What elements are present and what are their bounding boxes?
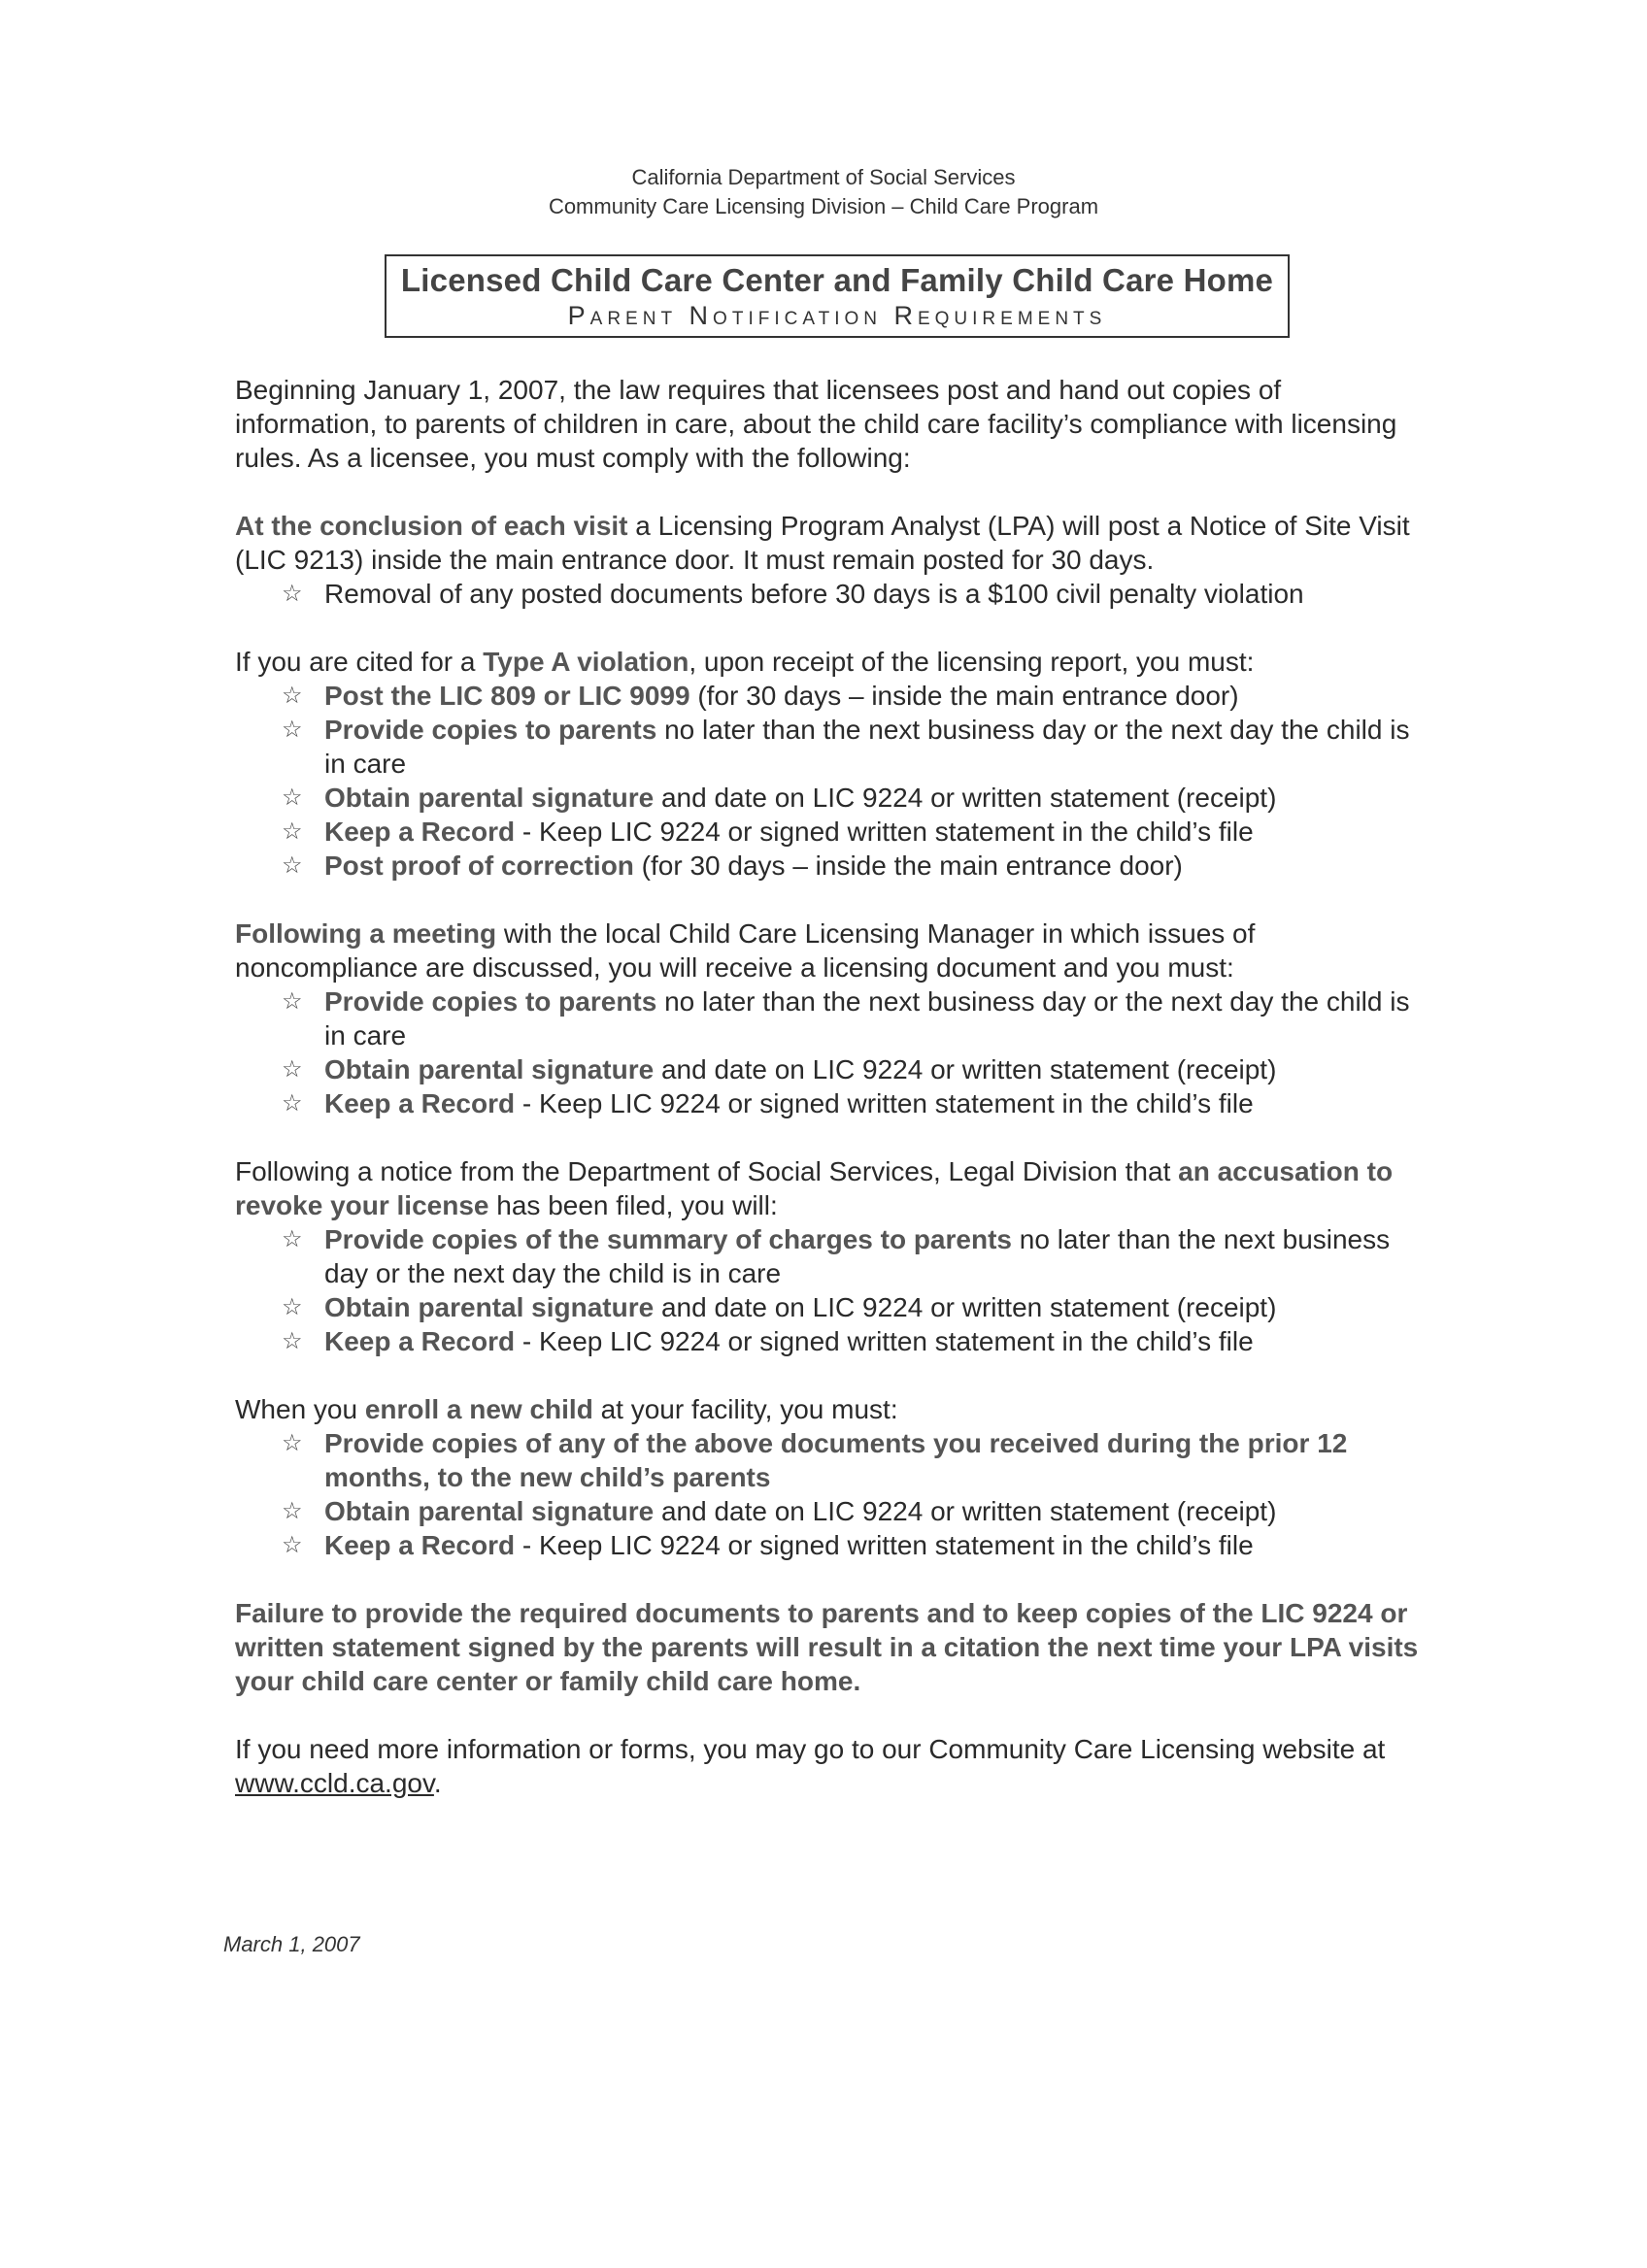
list-item-bold: Post the LIC 809 or LIC 9099 bbox=[324, 681, 690, 711]
more-info-tail: . bbox=[433, 1768, 442, 1798]
accusation-lead-bold: an accusation to revoke your license bbox=[235, 1156, 1394, 1220]
list-item bbox=[282, 1324, 1420, 1358]
star-bullet-icon: ☆ bbox=[282, 1294, 303, 1320]
star-bullet-icon: ☆ bbox=[282, 988, 303, 1015]
list-item bbox=[282, 1426, 1420, 1494]
section-type-a bbox=[235, 645, 1420, 883]
section-enroll bbox=[235, 1392, 1420, 1562]
list-item-bold: Provide copies to parents bbox=[324, 986, 657, 1017]
agency-line-1: California Department of Social Services bbox=[631, 165, 1016, 189]
website-link[interactable]: www.ccld.ca.gov bbox=[235, 1768, 434, 1798]
document-body bbox=[235, 373, 1420, 1834]
enroll-lead-pre: When you bbox=[235, 1394, 365, 1424]
star-bullet-icon: ☆ bbox=[282, 1090, 303, 1117]
list-item-text: - Keep LIC 9224 or signed written statement in the child’s file bbox=[515, 1530, 1254, 1560]
list-item bbox=[282, 815, 1420, 849]
list-item bbox=[282, 679, 1420, 713]
intro-paragraph: Beginning January 1, 2007, the law requires that licensees post and hand out copies of information, to parents of children in care, about the child care facility’s compliance with licensing rules. As a licensee, you must comply with the following: bbox=[235, 375, 1397, 473]
star-bullet-icon: ☆ bbox=[282, 1498, 303, 1524]
star-bullet-icon: ☆ bbox=[282, 818, 303, 845]
document-date: March 1, 2007 bbox=[223, 1932, 360, 1956]
agency-header bbox=[0, 163, 1647, 221]
list-item bbox=[282, 1494, 1420, 1528]
more-info-text: If you need more information or forms, you may go to our Community Care Licensing website at bbox=[235, 1734, 1386, 1764]
site-visit-list bbox=[235, 577, 1420, 611]
meeting-lead-text: with the local Child Care Licensing Manager in which issues of noncompliance are discussed, you will receive a licensing document and you must: bbox=[235, 918, 1256, 983]
list-item bbox=[282, 1528, 1420, 1562]
list-item bbox=[282, 781, 1420, 815]
list-item bbox=[282, 1290, 1420, 1324]
list-item-bold: Post proof of correction bbox=[324, 850, 634, 881]
star-bullet-icon: ☆ bbox=[282, 581, 303, 607]
meeting-list bbox=[235, 984, 1420, 1120]
accusation-lead-text: Following a notice from the Department of Social Services, Legal Division that bbox=[235, 1156, 1179, 1186]
site-visit-lead-bold: At the conclusion of each visit bbox=[235, 511, 628, 541]
section-meeting bbox=[235, 917, 1420, 1120]
list-item-bold: Obtain parental signature bbox=[324, 1496, 655, 1526]
failure-paragraph: Failure to provide the required documents to parents and to keep copies of the LIC 9224 or written statement signed by the parents will result in a citation the next time your LPA visits your child care center or family child care home. bbox=[235, 1598, 1419, 1696]
list-item-bold: Provide copies of any of the above documents you received during the prior 12 months, to the new child’s parents bbox=[324, 1428, 1348, 1492]
list-item bbox=[282, 984, 1420, 1052]
list-item-bold: Obtain parental signature bbox=[324, 1054, 655, 1084]
list-item-bold: Keep a Record bbox=[324, 1326, 516, 1356]
type-a-list bbox=[235, 679, 1420, 883]
list-item-text: and date on LIC 9224 or written statement (receipt) bbox=[654, 1054, 1277, 1084]
agency-line-2: Community Care Licensing Division – Child Care Program bbox=[548, 194, 1099, 218]
list-item-text: no later than the next business day or the next day the child is in care bbox=[324, 715, 1410, 779]
list-item-text: - Keep LIC 9224 or signed written statement in the child’s file bbox=[515, 1088, 1254, 1118]
list-item bbox=[282, 1052, 1420, 1086]
star-bullet-icon: ☆ bbox=[282, 717, 303, 743]
list-item-bold: Obtain parental signature bbox=[324, 783, 655, 813]
document-subtitle: Parent Notification Requirements bbox=[567, 301, 1107, 330]
type-a-lead-bold: Type A violation bbox=[483, 647, 689, 677]
enroll-lead-post: at your facility, you must: bbox=[592, 1394, 898, 1424]
enroll-lead-bold: enroll a new child bbox=[364, 1394, 593, 1424]
list-item bbox=[282, 1222, 1420, 1290]
list-item-text: and date on LIC 9224 or written statement (receipt) bbox=[654, 783, 1277, 813]
star-bullet-icon: ☆ bbox=[282, 1430, 303, 1456]
list-item-bold: Keep a Record bbox=[324, 1530, 516, 1560]
site-visit-lead-text: a Licensing Program Analyst (LPA) will post a Notice of Site Visit (LIC 9213) inside the main entrance door. It must remain posted for 30 days. bbox=[235, 511, 1410, 575]
star-bullet-icon: ☆ bbox=[282, 1056, 303, 1083]
list-item-text: and date on LIC 9224 or written statement (receipt) bbox=[654, 1292, 1277, 1322]
star-bullet-icon: ☆ bbox=[282, 683, 303, 709]
list-item-text: no later than the next business day or the next day the child is in care bbox=[324, 986, 1410, 1051]
list-item-bold: Obtain parental signature bbox=[324, 1292, 655, 1322]
list-item bbox=[282, 577, 1420, 611]
list-item bbox=[282, 713, 1420, 781]
type-a-lead-post: , upon receipt of the licensing report, you must: bbox=[689, 647, 1255, 677]
section-site-visit bbox=[235, 509, 1420, 611]
star-bullet-icon: ☆ bbox=[282, 784, 303, 811]
list-item-bold: Provide copies of the summary of charges to parents bbox=[324, 1224, 1012, 1254]
list-item-text: (for 30 days – inside the main entrance door) bbox=[689, 681, 1239, 711]
list-item-bold: Keep a Record bbox=[324, 1088, 516, 1118]
star-bullet-icon: ☆ bbox=[282, 852, 303, 879]
accusation-lead-post: has been filed, you will: bbox=[488, 1190, 778, 1220]
list-item-text: and date on LIC 9224 or written statement (receipt) bbox=[654, 1496, 1277, 1526]
list-item-text: no later than the next business day or the next day the child is in care bbox=[324, 1224, 1391, 1288]
list-item bbox=[282, 849, 1420, 883]
list-item-text: (for 30 days – inside the main entrance door) bbox=[633, 850, 1183, 881]
star-bullet-icon: ☆ bbox=[282, 1532, 303, 1558]
list-item-text: - Keep LIC 9224 or signed written statement in the child’s file bbox=[515, 817, 1254, 847]
document-title: Licensed Child Care Center and Family Child Care Home bbox=[400, 262, 1274, 298]
type-a-lead-pre: If you are cited for a bbox=[235, 647, 484, 677]
section-accusation bbox=[235, 1154, 1420, 1358]
title-box bbox=[385, 254, 1290, 338]
enroll-list bbox=[235, 1426, 1420, 1562]
star-bullet-icon: ☆ bbox=[282, 1328, 303, 1354]
list-item-text: - Keep LIC 9224 or signed written statement in the child’s file bbox=[515, 1326, 1254, 1356]
list-item bbox=[282, 1086, 1420, 1120]
meeting-lead-bold: Following a meeting bbox=[235, 918, 497, 949]
list-item-bold: Keep a Record bbox=[324, 817, 516, 847]
accusation-list bbox=[235, 1222, 1420, 1358]
list-item-bold: Provide copies to parents bbox=[324, 715, 657, 745]
list-item-text: Removal of any posted documents before 30 days is a $100 civil penalty violation bbox=[324, 579, 1304, 609]
star-bullet-icon: ☆ bbox=[282, 1226, 303, 1252]
more-info-paragraph bbox=[235, 1732, 1420, 1800]
